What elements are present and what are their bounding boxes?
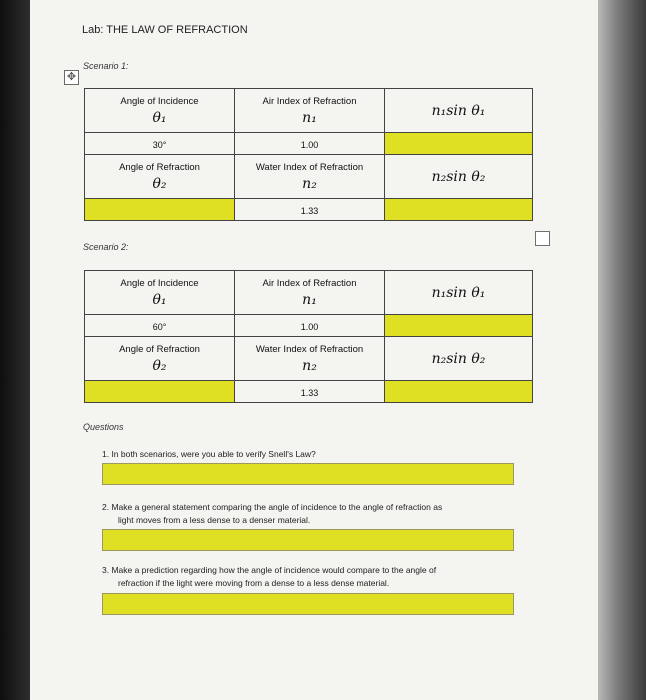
- product2-header-cell: [385, 337, 533, 381]
- scenario-1-label: Scenario 1:: [83, 61, 129, 71]
- air-index-symbol: n₁: [302, 109, 317, 126]
- water-index-symbol: n₂: [302, 357, 317, 374]
- product1-formula: n₁sin θ₁: [431, 102, 486, 119]
- refraction-answer-cell[interactable]: [85, 381, 235, 403]
- air-index-header-cell: [235, 271, 385, 315]
- water-index-label: Water Index of Refraction: [255, 343, 364, 355]
- product1-answer-cell[interactable]: [385, 315, 533, 337]
- page-title: Lab: THE LAW OF REFRACTION: [82, 24, 248, 36]
- table-row: [85, 337, 533, 381]
- scenario-2-table: [84, 270, 533, 403]
- questions-heading: Questions: [83, 422, 124, 432]
- refraction-label: Angle of Refraction: [119, 161, 200, 173]
- air-index-value: 1.00: [300, 139, 319, 150]
- scenario-1-table: [84, 88, 533, 221]
- product2-header-cell: [385, 155, 533, 199]
- answer-1-field[interactable]: [102, 463, 514, 485]
- incidence-value-cell: [85, 315, 235, 337]
- air-value-cell: [235, 133, 385, 155]
- incidence-label: Angle of Incidence: [120, 277, 199, 289]
- incidence-value: 30°: [152, 139, 167, 150]
- air-value-cell: [235, 315, 385, 337]
- incidence-header-cell: [85, 89, 235, 133]
- water-index-header-cell: [235, 155, 385, 199]
- product1-header-cell: [385, 89, 533, 133]
- checkbox-icon[interactable]: [535, 231, 550, 246]
- scenario-2-label: Scenario 2:: [83, 242, 129, 252]
- product1-answer-cell[interactable]: [385, 133, 533, 155]
- question-3-line-1: 3. Make a prediction regarding how the angle of incidence would compare to the angle of: [102, 565, 437, 575]
- air-index-label: Air Index of Refraction: [262, 277, 357, 289]
- photo-edge-left: [0, 0, 30, 700]
- air-index-label: Air Index of Refraction: [262, 95, 357, 107]
- water-index-value: 1.33: [300, 387, 319, 398]
- air-index-header-cell: [235, 89, 385, 133]
- incidence-header-cell: [85, 271, 235, 315]
- product2-formula: n₂sin θ₂: [431, 168, 486, 185]
- table-row: [85, 271, 533, 315]
- refraction-symbol: θ₂: [152, 175, 167, 192]
- air-index-symbol: n₁: [302, 291, 317, 308]
- product2-answer-cell[interactable]: [385, 381, 533, 403]
- photo-edge-right: [598, 0, 646, 700]
- water-value-cell: [235, 381, 385, 403]
- refraction-answer-cell[interactable]: [85, 199, 235, 221]
- incidence-symbol: θ₁: [152, 109, 167, 126]
- incidence-value: 60°: [152, 321, 167, 332]
- move-handle-icon[interactable]: ✥: [64, 70, 79, 85]
- question-1: 1. In both scenarios, were you able to verify Snell's Law?: [102, 449, 316, 459]
- water-index-value: 1.33: [300, 205, 319, 216]
- question-3-line-2: refraction if the light were moving from a dense to a less dense material.: [118, 578, 390, 588]
- water-value-cell: [235, 199, 385, 221]
- answer-2-field[interactable]: [102, 529, 514, 551]
- incidence-symbol: θ₁: [152, 291, 167, 308]
- incidence-value-cell: [85, 133, 235, 155]
- product2-formula: n₂sin θ₂: [431, 350, 486, 367]
- water-index-symbol: n₂: [302, 175, 317, 192]
- refraction-label: Angle of Refraction: [119, 343, 200, 355]
- air-index-value: 1.00: [300, 321, 319, 332]
- water-index-header-cell: [235, 337, 385, 381]
- table-row: [85, 381, 533, 403]
- table-row: [85, 155, 533, 199]
- question-2-line-1: 2. Make a general statement comparing the angle of incidence to the angle of refraction as: [102, 502, 443, 512]
- table-row: [85, 133, 533, 155]
- table-row: [85, 89, 533, 133]
- table-row: [85, 199, 533, 221]
- product1-formula: n₁sin θ₁: [431, 284, 486, 301]
- question-2-line-2: light moves from a less dense to a denser material.: [118, 515, 311, 525]
- water-index-label: Water Index of Refraction: [255, 161, 364, 173]
- answer-3-field[interactable]: [102, 593, 514, 615]
- product1-header-cell: [385, 271, 533, 315]
- refraction-symbol: θ₂: [152, 357, 167, 374]
- product2-answer-cell[interactable]: [385, 199, 533, 221]
- refraction-header-cell: [85, 337, 235, 381]
- table-row: [85, 315, 533, 337]
- incidence-label: Angle of Incidence: [120, 95, 199, 107]
- refraction-header-cell: [85, 155, 235, 199]
